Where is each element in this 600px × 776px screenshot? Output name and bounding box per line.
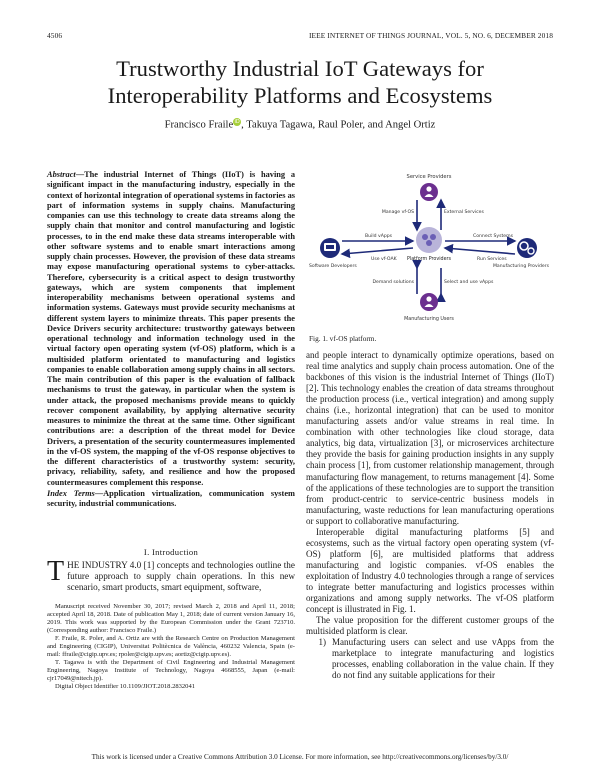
label-manufacturing-providers: Manufacturing Providers bbox=[492, 264, 549, 269]
index-terms bbox=[47, 489, 295, 510]
list-text: Manufacturing users can select and use vApps from the marketplace to integrate manufacturing and logistics processes, enabling collaboration in the value chain. If they do not find any suitable applications for their bbox=[332, 637, 554, 681]
abstract-text: —The industrial Internet of Things (IIoT) is having a significant impact in the manufacturing industry, especially in the context of horizontal integration of operational systems in factories as part of information systems in supply chains. Manufacturing companies can use this technology to create data streams along the supply chain that monitor and control manufacturing and logistic processes, to in the end make these data streams interoperable with other software systems and to enable smart interactions among supply chain processes. However, the provision of these data streams may expose manufacturing operational systems to cyber-attacks. Therefore, cybersecurity is a critical aspect to design trustworthy gateways, which are system components that implement interoperability mechanisms between operational systems and information systems. Gateways must provide security mechanisms at different system layers to minimize threats. This paper presents the Device Drivers security architecture: trustworthy gateways between operational technology and information technology used in the virtual factory open operating system (vf-OS) platform, which is a multisided platform orientated to manufacturing and logistics companies to enable collaboration among supply chains in all sectors. The main contribution of this paper is the evaluation of fallback mechanisms to trust the gateway, in particular when the system is under attack, the proposed mechanisms provide means to quickly recover component availability, by applying alternative security measures to minimize the threat at the same time. Other significant contributions are: a description of the threat model for Device Drivers, a presentation of the security countermeasures implemented in the vf-OS system, the mapping of the vf-OS response objectives to the different characteristics of a trustworthy system: security, privacy, reliability, safety, and resilience and how the proposed countermeasures complement this response. bbox=[47, 170, 295, 487]
figure-caption: Fig. 1. vf-OS platform. bbox=[309, 334, 377, 343]
manufacturing-providers-icon bbox=[517, 238, 537, 258]
label-manage-vfos: Manage vf-OS bbox=[381, 210, 414, 215]
license-line: This work is licensed under a Creative Commons Attribution 3.0 License. For more information, see http://creativecommons.org/licenses/by/3.0/ bbox=[91, 753, 509, 761]
section-heading: I. Introduction bbox=[143, 547, 199, 557]
intro-paragraph bbox=[47, 556, 295, 594]
paragraph-2: Interoperable digital manufacturing platforms [5] and ecosystems, such as the virtual factory open operating system (vf-OS) platform [6], are multisided platforms that address manufacturing and logistic companies. vf-OS enables the exploitation of Industry 4.0 technologies through a range of services to integrate better manufacturing and logistics processes within organizations and among supply networks. The vf-OS platform concept is illustrated in Fig. 1. bbox=[306, 526, 554, 615]
label-manufacturing-users: Manufacturing Users bbox=[404, 317, 454, 322]
footnote-doi: Digital Object Identifier 10.1109/JIOT.2018.2832041 bbox=[55, 683, 196, 691]
orcid-icon[interactable]: iD bbox=[234, 119, 240, 125]
intro-first-word: HE INDUSTRY 4.0 bbox=[67, 560, 142, 570]
paper-title bbox=[40, 55, 560, 109]
index-terms-label: Index Terms bbox=[47, 489, 95, 498]
label-connect-systems: Connect Systems bbox=[473, 234, 513, 239]
figure-vfos-platform bbox=[305, 170, 553, 322]
label-select-use-vapps: Select and use vApps bbox=[444, 280, 494, 285]
title-line-2: Interoperability Platforms and Ecosystems bbox=[107, 83, 493, 108]
drop-cap: T bbox=[47, 556, 65, 587]
list-number: 1) bbox=[318, 637, 326, 648]
label-use-vf-oak: Use vf-OAK bbox=[371, 257, 397, 262]
label-service-providers: Service Providers bbox=[406, 174, 452, 180]
page-number: 4506 bbox=[47, 31, 63, 40]
footnote-affiliation-1: F. Fraile, R. Poler, and A. Ortiz are with the Research Centre on Production Management and Engineering (CIGIP), Universitat Politècnica de València, 460232 Valencia, Spain (e-mail: ffraile@cigip.upv.es; rpoler@cigip.upv.es; aortiz@cigip.upv.es). bbox=[47, 635, 295, 659]
abstract bbox=[47, 170, 295, 488]
platform-providers-node bbox=[416, 227, 442, 253]
label-platform-providers: Platform Providers bbox=[406, 257, 452, 262]
label-demand-solutions: Demand solutions bbox=[372, 280, 414, 285]
label-external-services: External Services bbox=[444, 210, 484, 215]
title-line-1: Trustworthy Industrial IoT Gateways for bbox=[116, 56, 484, 81]
first-author: Francisco Fraile bbox=[164, 119, 234, 131]
right-column bbox=[306, 350, 554, 681]
authors bbox=[40, 118, 560, 131]
label-run-services: Run Services bbox=[477, 257, 507, 262]
service-provider-icon bbox=[420, 183, 438, 201]
intro-text: [1] concepts and technologies outline the future approach to supply chain operations. In this new scenario, smart products, smart equipment, software, bbox=[67, 560, 295, 593]
other-authors: , Takuya Tagawa, Raul Poler, and Angel Ortiz bbox=[241, 119, 436, 131]
footnote-manuscript: Manuscript received November 30, 2017; revised March 2, 2018 and April 11, 2018; accepted April 18, 2018. Date of publication May 1, 2018; date of current version January 16, 2019. This work was supported by the European Commission under the Grant 723710. (Corresponding author: Francisco Fraile.) bbox=[47, 603, 295, 635]
index-terms-text: —Application virtualization, communication system security, industrial communications. bbox=[47, 489, 295, 509]
software-developers-icon bbox=[320, 238, 340, 258]
journal-header: IEEE INTERNET OF THINGS JOURNAL, VOL. 5, NO. 6, DECEMBER 2018 bbox=[308, 31, 553, 40]
list-item bbox=[306, 637, 554, 681]
label-build-vapps: Build vApps bbox=[365, 234, 393, 239]
manufacturing-users-icon bbox=[420, 293, 438, 311]
footnote-affiliation-2: T. Tagawa is with the Department of Civil Engineering and Industrial Management Engineering, Nagoya Institute of Technology, Nagoya 4668555, Japan (e-mail: cjr17049@nitech.jp). bbox=[47, 659, 295, 683]
footnotes bbox=[47, 603, 295, 692]
abstract-label: Abstract bbox=[47, 170, 76, 179]
paragraph-1: and people interact to dynamically optimize operations, based on real time analytics and supply chain process automation. One of the backbones of this vision is the industrial Internet of Things (IIoT) [2]. This technology enables the creation of data streams throughout the production process (i.e., vertical integration) and among supply chains (i.e., horizontal integration) that can be used to monitor manufacturing assets and/or value streams in real time. In combination with other technologies like cloud storage, data analytics, big data, virtualization [3], or microservices architecture they provide the basis for gaining production insights in any supply chain process [1], from customer relationship management, through manufacturing flow management, to returns management [4]. Some of the applications of these technologies are to support the transition from product-centric to service-centric business models in manufacturing, waste reductions for lean manufacturing operations or support to collaborative manufacturing. bbox=[306, 350, 554, 526]
label-software-developers: Software Developers bbox=[309, 264, 357, 269]
paragraph-3: The value proposition for the different customer groups of the multisided platform is clear. bbox=[306, 615, 554, 637]
